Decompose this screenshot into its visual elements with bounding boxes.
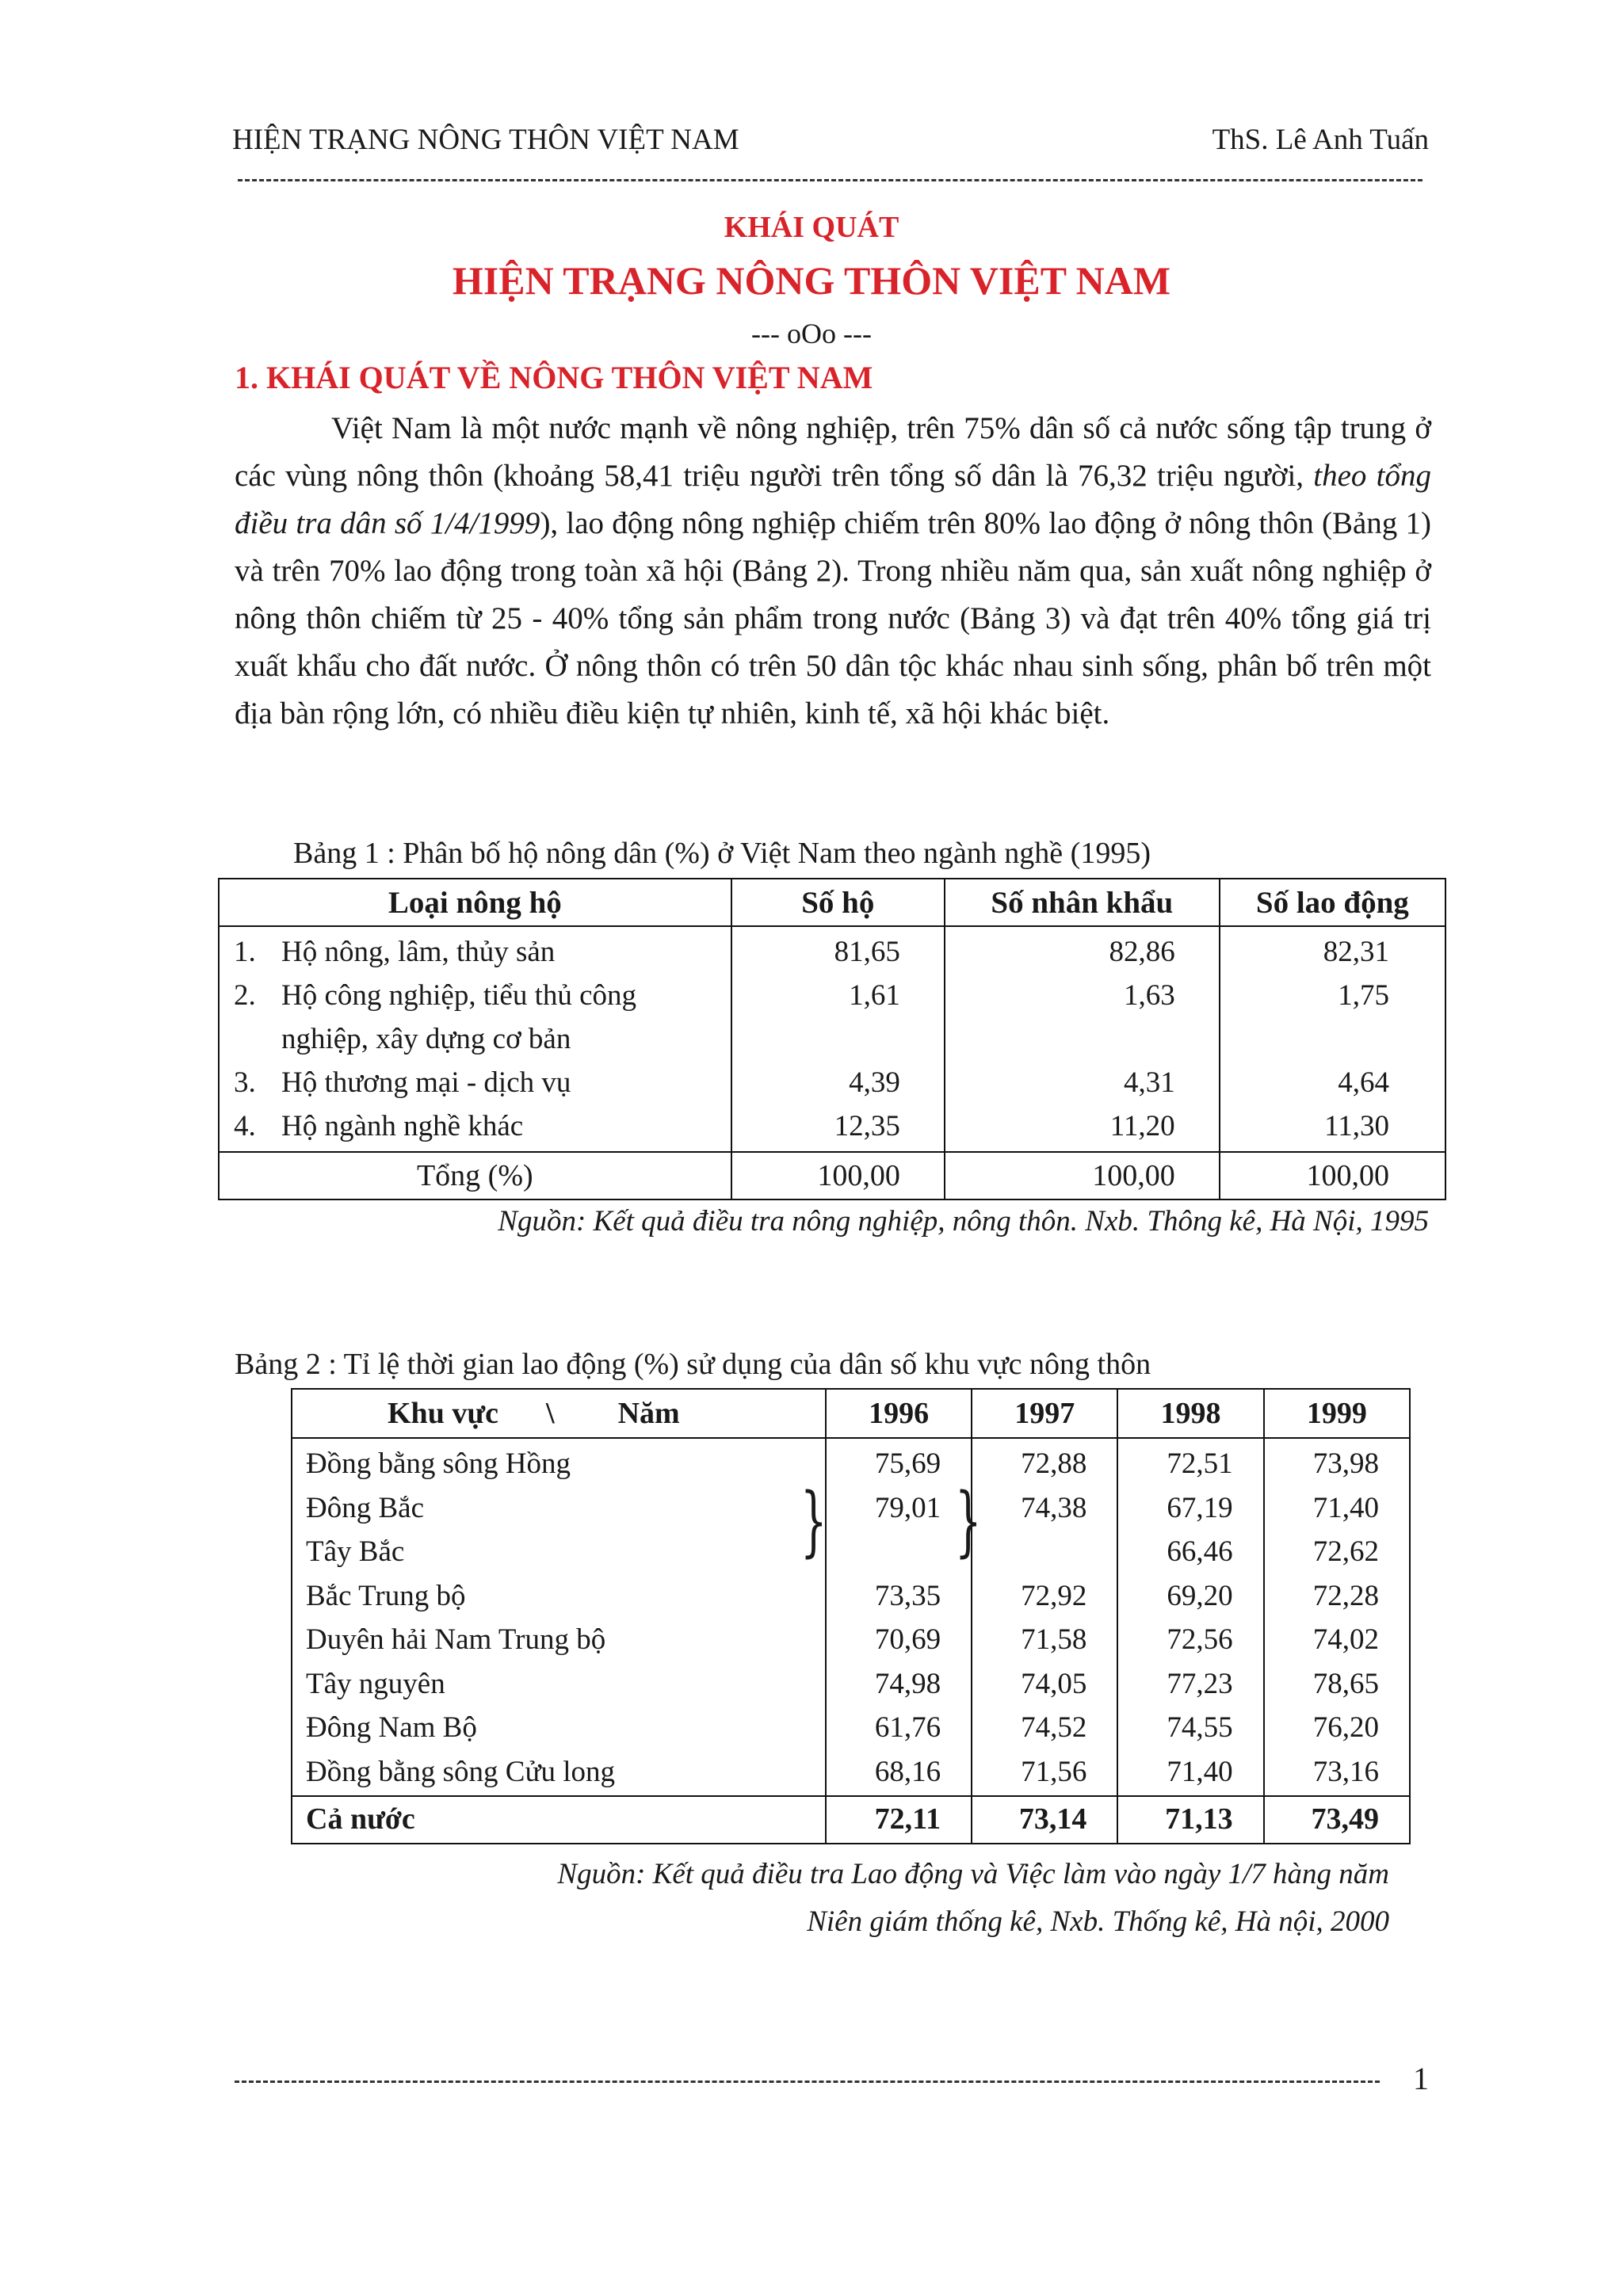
- table-cell: 72,62: [1312, 1535, 1379, 1568]
- table1: [218, 878, 1446, 1200]
- table-cell: [826, 1530, 972, 1574]
- table1-caption: Bảng 1 : Phân bố hộ nông dân (%) ở Việt Nam theo ngành nghề (1995): [293, 837, 1151, 870]
- table-cell: 71,58: [972, 1618, 1117, 1662]
- table1-total-row: [219, 1152, 1445, 1199]
- table-cell: 72,92: [972, 1574, 1117, 1619]
- table-cell: 82,86: [1109, 936, 1175, 968]
- row-number: 1.: [234, 936, 256, 968]
- section-heading: 1. KHÁI QUÁT VỀ NÔNG THÔN VIỆT NAM: [235, 360, 873, 395]
- table-cell: 71,56: [972, 1750, 1117, 1797]
- table1-header: Loại nông hộ: [219, 879, 731, 926]
- row-label: Tây Bắc: [292, 1530, 826, 1574]
- table1-header: Số lao động: [1220, 879, 1445, 926]
- table-cell: 79,01: [826, 1486, 972, 1531]
- table-cell: 73,14: [972, 1796, 1117, 1844]
- table-cell: 73,49: [1264, 1796, 1410, 1844]
- table-cell: 11,20: [1109, 1110, 1175, 1142]
- table2-source-line: Niên giám thống kê, Nxb. Thống kê, Hà nội, 2000: [807, 1905, 1389, 1938]
- table-cell: 68,16: [826, 1750, 972, 1797]
- table-cell: 74,05: [972, 1662, 1117, 1707]
- page-number: 1: [1413, 2061, 1429, 2096]
- table-cell: 61,76: [826, 1706, 972, 1750]
- row-label: Đông Nam Bộ: [292, 1706, 826, 1750]
- merge-brace-icon: }: [800, 1477, 827, 1566]
- table-row: [292, 1486, 1410, 1531]
- row-number: 4.: [234, 1110, 256, 1142]
- table-cell: 1,61: [849, 979, 900, 1012]
- document-kicker: KHÁI QUÁT: [724, 211, 899, 244]
- header-year: Năm: [617, 1397, 680, 1430]
- table2-total-row: [292, 1796, 1410, 1844]
- table-row: [292, 1662, 1410, 1707]
- table2-corner-header: [292, 1389, 826, 1438]
- intro-paragraph: [235, 405, 1431, 738]
- table-cell: 74,02: [1312, 1623, 1379, 1656]
- table-cell: 71,40: [1117, 1750, 1263, 1797]
- table-cell: 74,38: [972, 1486, 1117, 1531]
- row-label: Tây nguyên: [292, 1662, 826, 1707]
- row-label: Bắc Trung bộ: [292, 1574, 826, 1619]
- table-cell: 73,16: [1312, 1755, 1379, 1788]
- table-cell: 4,39: [849, 1066, 900, 1099]
- table-cell: 74,98: [826, 1662, 972, 1707]
- table-cell: 100,00: [1092, 1158, 1175, 1192]
- table-cell: 4,31: [1123, 1066, 1175, 1099]
- table-cell: 100,00: [817, 1158, 900, 1192]
- paragraph-text-continued: ), lao động nông nghiệp chiếm trên 80% lao động ở nông thôn (Bảng 1) và trên 70% lao động trong toàn xã hội (Bảng 2). Trong nhiều năm qua, sản xuất nông nghiệp ở nông thôn chiếm từ 25 - 40% tổng sản phẩm trong nước (Bảng 3) và đạt trên 40% tổng giá trị xuất khẩu cho đất nước. Ở nông thôn có trên 50 dân tộc khác nhau sinh sống, phân bố trên một địa bàn rộng lớn, có nhiều điều kiện tự nhiên, kinh tế, xã hội khác biệt.: [235, 506, 1431, 730]
- table2-year-header: 1998: [1117, 1389, 1263, 1438]
- row-label: Hộ nông, lâm, thủy sản: [281, 936, 556, 968]
- table-cell: 73,98: [1312, 1447, 1379, 1480]
- running-header: [232, 123, 1429, 162]
- table2-year-header: 1996: [826, 1389, 972, 1438]
- table-cell: 78,65: [1312, 1667, 1379, 1700]
- table-cell: 69,20: [1117, 1574, 1263, 1619]
- table-cell: 72,56: [1117, 1618, 1263, 1662]
- row-label: Hộ ngành nghề khác: [281, 1110, 524, 1142]
- table2-year-header: 1999: [1264, 1389, 1410, 1438]
- row-label: Hộ công nghiệp, tiểu thủ công: [281, 979, 637, 1012]
- header-author: ThS. Lê Anh Tuấn: [1212, 124, 1429, 156]
- table1-header: Số nhân khẩu: [945, 879, 1220, 926]
- table-cell: 100,00: [1306, 1158, 1389, 1192]
- header-title: HIỆN TRẠNG NÔNG THÔN VIỆT NAM: [232, 124, 739, 156]
- title-ornament: --- oOo ---: [751, 318, 872, 349]
- row-number: 2.: [234, 979, 256, 1012]
- header-region: Khu vực: [388, 1397, 498, 1430]
- table-cell: 72,28: [1312, 1579, 1379, 1612]
- table-cell: 67,19: [1117, 1486, 1263, 1531]
- table-row: [292, 1750, 1410, 1797]
- table2-header-row: [292, 1389, 1410, 1438]
- table-row: [292, 1438, 1410, 1486]
- table-row: [219, 974, 1445, 1061]
- row-label: Hộ thương mại - dịch vụ: [281, 1066, 571, 1099]
- row-label: Đồng bằng sông Hồng: [292, 1438, 826, 1486]
- header-divider: [238, 179, 1423, 181]
- table-cell: 81,65: [834, 936, 900, 968]
- table1-source: Nguồn: Kết quả điều tra nông nghiệp, nông thôn. Nxb. Thông kê, Hà Nội, 1995: [498, 1205, 1429, 1238]
- row-number: 3.: [234, 1066, 256, 1099]
- table-cell: 72,51: [1117, 1438, 1263, 1486]
- header-slash: \: [546, 1397, 555, 1430]
- table-cell: 82,31: [1323, 936, 1389, 968]
- table1-header-row: [219, 879, 1445, 926]
- table-cell: 11,30: [1324, 1110, 1389, 1142]
- table-cell: 71,40: [1312, 1491, 1379, 1524]
- table-cell: 74,52: [972, 1706, 1117, 1750]
- table2-source-line: Nguồn: Kết quả điều tra Lao động và Việc làm vào ngày 1/7 hàng năm: [557, 1858, 1389, 1890]
- table1-header: Số hộ: [731, 879, 945, 926]
- merge-brace-icon: }: [955, 1477, 982, 1566]
- table-cell: 1,63: [1123, 979, 1175, 1012]
- table-cell: 75,69: [826, 1438, 972, 1486]
- paragraph-text: Việt Nam là một nước mạnh về nông nghiệp, trên 75% dân số cả nước sống tập trung ở các vùng nông thôn (khoảng 58,41 triệu người trên tổng số dân là 76,32 triệu người,: [235, 411, 1431, 493]
- table2-source: [557, 1851, 1389, 1946]
- table-row: [219, 1061, 1445, 1104]
- table-cell: 1,75: [1338, 979, 1389, 1012]
- table2-year-header: 1997: [972, 1389, 1117, 1438]
- table-row: [292, 1530, 1410, 1574]
- footer-divider: [235, 2081, 1380, 2083]
- table-row: [292, 1574, 1410, 1619]
- table-cell: 77,23: [1117, 1662, 1263, 1707]
- table-row: [292, 1706, 1410, 1750]
- table-cell: 73,35: [826, 1574, 972, 1619]
- table-cell: [972, 1530, 1117, 1574]
- table-row: [219, 1104, 1445, 1152]
- row-label: Đồng bằng sông Cửu long: [292, 1750, 826, 1797]
- row-label-continued: nghiệp, xây dựng cơ bản: [281, 1023, 571, 1055]
- table-row: [292, 1618, 1410, 1662]
- document-title: HIỆN TRẠNG NÔNG THÔN VIỆT NAM: [452, 258, 1171, 303]
- table2: [291, 1388, 1411, 1844]
- paragraph-citation: theo tổng điều tra dân số 1/4/1999: [235, 459, 1431, 540]
- total-label: Tổng (%): [219, 1152, 731, 1199]
- row-label: Duyên hải Nam Trung bộ: [292, 1618, 826, 1662]
- table-row: [219, 926, 1445, 974]
- table-cell: 4,64: [1338, 1066, 1389, 1099]
- table-cell: 70,69: [826, 1618, 972, 1662]
- table-cell: 72,11: [826, 1796, 972, 1844]
- table-cell: 74,55: [1117, 1706, 1263, 1750]
- table2-caption: Bảng 2 : Tỉ lệ thời gian lao động (%) sử dụng của dân số khu vực nông thôn: [235, 1348, 1151, 1381]
- total-label: Cả nước: [292, 1796, 826, 1844]
- table-cell: 71,13: [1117, 1796, 1263, 1844]
- table-cell: 66,46: [1117, 1530, 1263, 1574]
- table-cell: 72,88: [972, 1438, 1117, 1486]
- table-cell: 12,35: [834, 1110, 900, 1142]
- row-label: Đông Bắc: [292, 1486, 826, 1531]
- table-cell: 76,20: [1312, 1711, 1379, 1744]
